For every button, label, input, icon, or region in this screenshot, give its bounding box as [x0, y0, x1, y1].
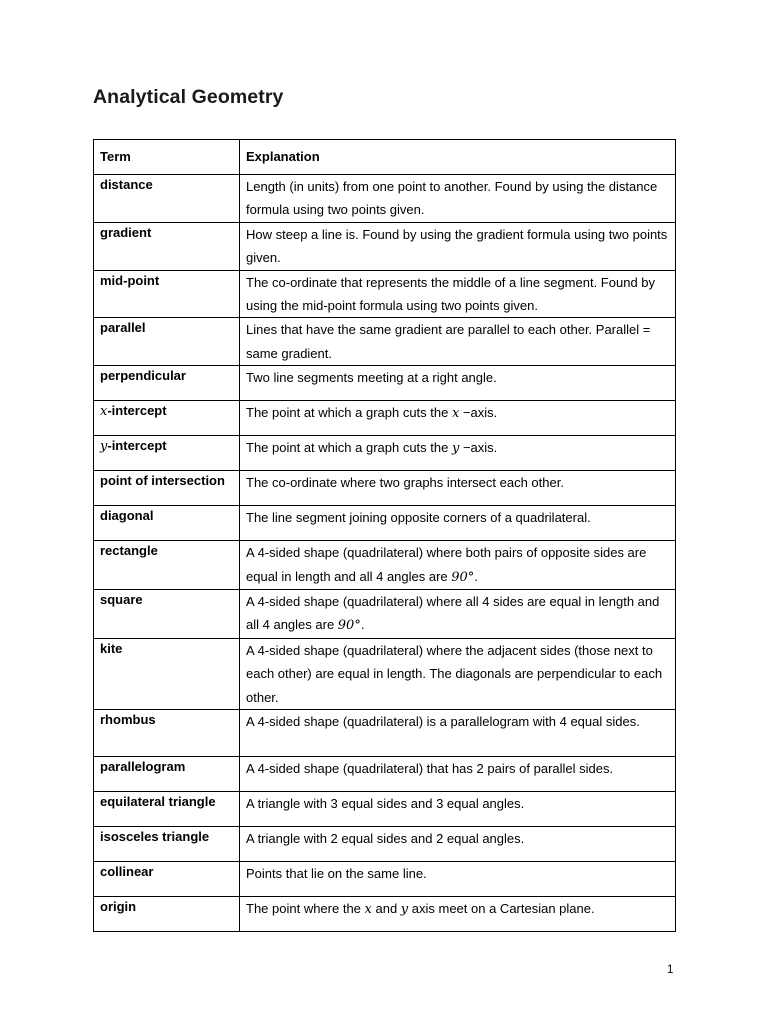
term-cell	[94, 590, 240, 639]
explanation-text: The line segment joining opposite corners of a quadrilateral.	[246, 510, 591, 526]
explanation-text: −axis.	[459, 405, 498, 421]
term-text: gradient	[100, 224, 152, 240]
term-cell	[94, 471, 240, 506]
explanation-text: Length (in units) from one point to another. Found by using the distance formula using two points given.	[246, 179, 658, 218]
table-row	[94, 792, 676, 827]
explanation-cell	[240, 862, 676, 897]
explanation-cell	[240, 436, 676, 471]
term-text: perpendicular	[100, 368, 186, 384]
term-cell	[94, 862, 240, 897]
explanation-text: .	[360, 617, 365, 633]
explanation-text: .	[474, 568, 478, 584]
explanation-cell	[240, 541, 676, 590]
table-row	[94, 270, 676, 318]
explanation-cell	[240, 710, 676, 757]
explanation-cell	[240, 897, 676, 932]
header-term: Term	[94, 140, 240, 175]
term-cell	[94, 318, 240, 366]
term-cell	[94, 366, 240, 401]
explanation-text: A 4-sided shape (quadrilateral) that has 2 pairs of parallel sides.	[246, 761, 614, 777]
explanation-cell	[240, 638, 676, 709]
table-row	[94, 757, 676, 792]
explanation-text: axis meet on a Cartesian plane.	[408, 901, 595, 917]
explanation-cell	[240, 318, 676, 366]
explanation-cell	[240, 590, 676, 639]
term-text: parallelogram	[100, 759, 186, 775]
explanation-cell	[240, 757, 676, 792]
term-cell	[94, 541, 240, 590]
table-row	[94, 638, 676, 709]
explanation-text: Points that lie on the same line.	[246, 866, 427, 882]
table-row	[94, 827, 676, 862]
term-text: mid-point	[100, 272, 160, 288]
term-cell	[94, 710, 240, 757]
term-text: -intercept	[107, 403, 167, 419]
term-cell	[94, 757, 240, 792]
table-row	[94, 862, 676, 897]
explanation-text: A 4-sided shape (quadrilateral) is a parallelogram with 4 equal sides.	[246, 714, 640, 730]
header-explanation: Explanation	[240, 140, 676, 175]
table-row	[94, 366, 676, 401]
term-text: kite	[100, 640, 123, 656]
explanation-cell	[240, 471, 676, 506]
explanation-text: A 4-sided shape (quadrilateral) where both pairs of opposite sides are equal in length and all 4 angles are	[246, 545, 647, 584]
table-row	[94, 401, 676, 436]
explanation-cell	[240, 175, 676, 223]
table-header-row	[94, 140, 676, 175]
explanation-cell	[240, 792, 676, 827]
explanation-text: A 4-sided shape (quadrilateral) where the adjacent sides (those next to each other) are equal in length. The diagonals are perpendicular to each other.	[246, 642, 663, 705]
term-text: rhombus	[100, 712, 156, 728]
page-title: Analytical Geometry	[93, 86, 284, 108]
term-text: -intercept	[107, 438, 167, 454]
table-row	[94, 506, 676, 541]
term-cell	[94, 638, 240, 709]
term-cell	[94, 270, 240, 318]
explanation-cell	[240, 506, 676, 541]
explanation-cell	[240, 401, 676, 436]
term-variable: y	[100, 439, 108, 455]
table-row	[94, 590, 676, 639]
table-row	[94, 710, 676, 757]
term-cell	[94, 401, 240, 436]
term-text: collinear	[100, 864, 154, 880]
explanation-text: The point at which a graph cuts the	[246, 405, 452, 421]
explanation-cell	[240, 827, 676, 862]
table-row	[94, 436, 676, 471]
explanation-text: Two line segments meeting at a right angle.	[246, 370, 497, 386]
table-row	[94, 222, 676, 270]
glossary-table	[93, 139, 676, 932]
term-cell	[94, 222, 240, 270]
explanation-text: How steep a line is. Found by using the gradient formula using two points given.	[246, 226, 668, 266]
explanation-cell	[240, 366, 676, 401]
explanation-variable: x	[451, 406, 460, 422]
explanation-text: The co-ordinate that represents the middle of a line segment. Found by using the mid-point formula using two points given.	[246, 274, 656, 314]
explanation-text: Lines that have the same gradient are parallel to each other. Parallel = same gradient.	[246, 322, 651, 361]
explanation-text: A triangle with 3 equal sides and 3 equal angles.	[246, 796, 525, 812]
explanation-cell	[240, 270, 676, 318]
term-text: parallel	[100, 320, 146, 336]
term-text: rectangle	[100, 543, 158, 559]
explanation-text: The point at which a graph cuts the	[246, 440, 452, 456]
table-row	[94, 318, 676, 366]
term-cell	[94, 506, 240, 541]
term-text: point of intersection	[100, 473, 225, 489]
term-text: isosceles triangle	[100, 829, 210, 845]
page-number: 1	[667, 964, 674, 976]
explanation-variable: y	[400, 902, 409, 918]
term-cell	[94, 792, 240, 827]
explanation-text: A triangle with 2 equal sides and 2 equal angles.	[246, 831, 525, 847]
glossary-body	[94, 175, 676, 932]
explanation-variable: 90°	[451, 569, 475, 585]
table-row	[94, 175, 676, 223]
explanation-text: The point where the	[246, 901, 365, 917]
term-cell	[94, 175, 240, 223]
explanation-variable: x	[364, 902, 372, 918]
explanation-text: −axis.	[459, 440, 498, 456]
term-text: equilateral triangle	[100, 794, 216, 810]
term-cell	[94, 897, 240, 932]
term-text: distance	[100, 177, 153, 192]
term-text: origin	[100, 899, 137, 915]
explanation-variable: 90°	[337, 618, 361, 634]
term-cell	[94, 827, 240, 862]
term-variable: x	[100, 404, 108, 420]
explanation-variable: y	[451, 441, 460, 457]
explanation-text: A 4-sided shape (quadrilateral) where all 4 sides are equal in length and all 4 angles are	[246, 594, 660, 633]
table-row	[94, 541, 676, 590]
explanation-text: and	[371, 901, 401, 917]
term-text: diagonal	[100, 508, 154, 524]
term-cell	[94, 436, 240, 471]
explanation-cell	[240, 222, 676, 270]
table-row	[94, 897, 676, 932]
table-row	[94, 471, 676, 506]
term-text: square	[100, 592, 143, 608]
explanation-text: The co-ordinate where two graphs intersect each other.	[246, 475, 564, 491]
